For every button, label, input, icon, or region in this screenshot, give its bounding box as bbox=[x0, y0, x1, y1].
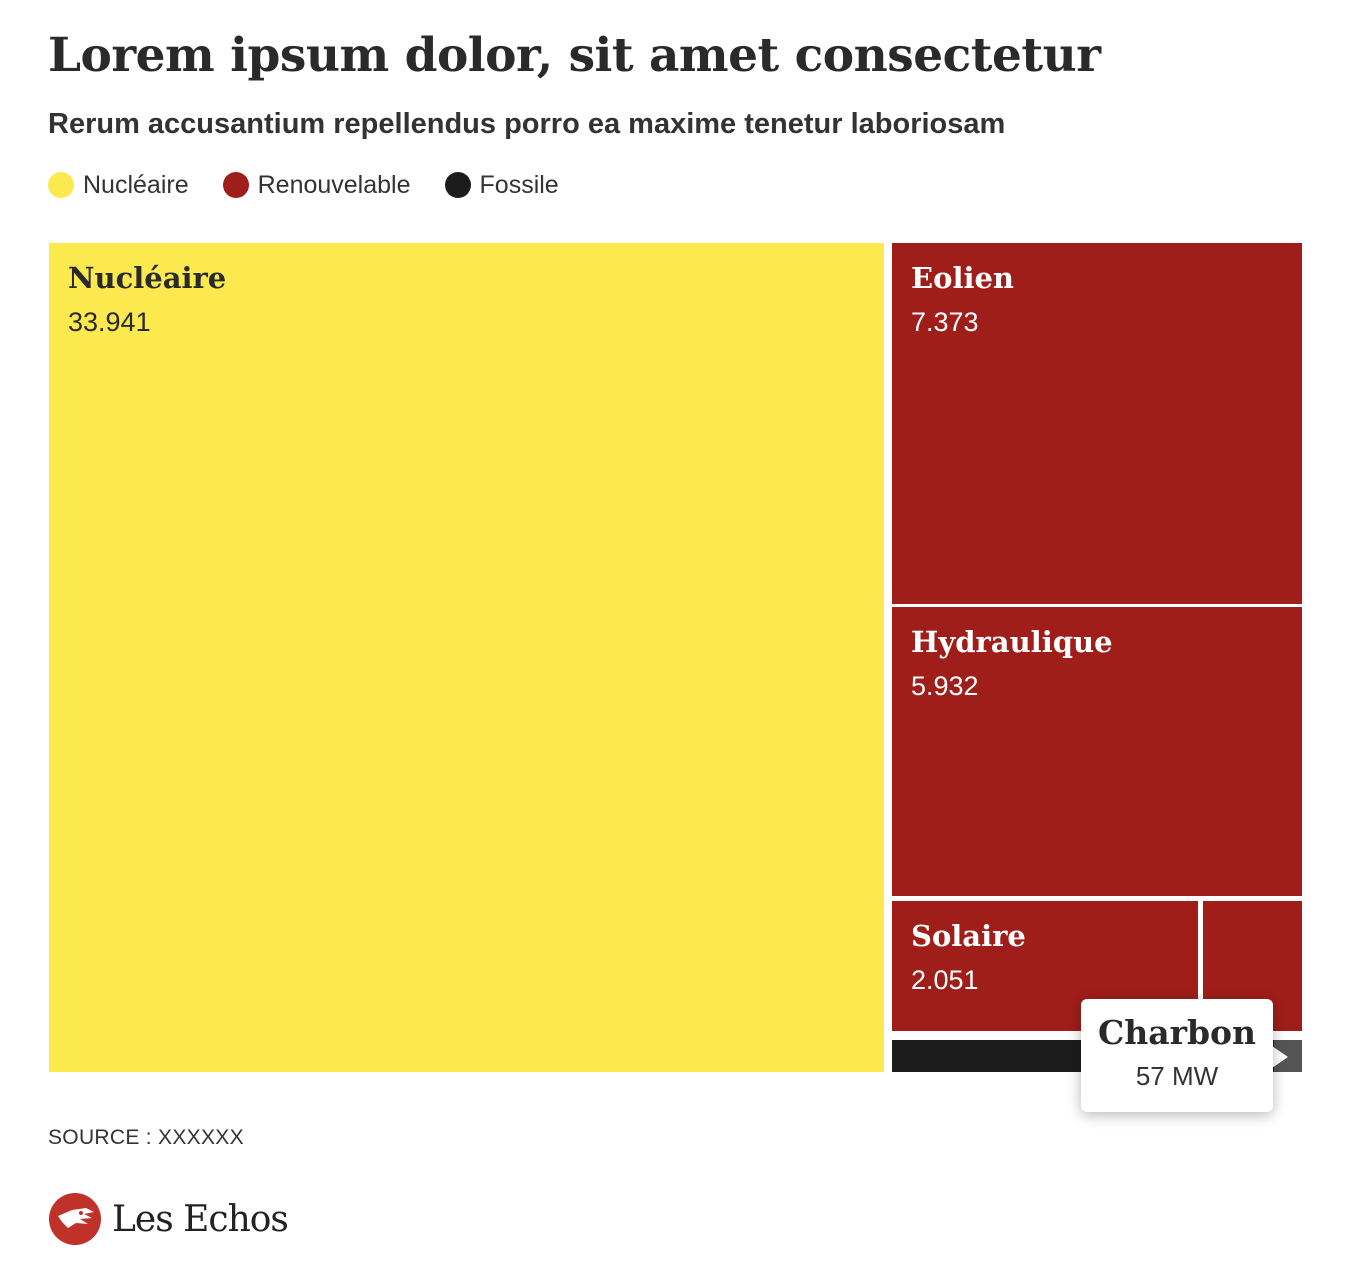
treemap-label-eolien: Eolien bbox=[911, 261, 1015, 295]
tooltip bbox=[1081, 999, 1273, 1112]
treemap-value-hydraulique: 5.932 bbox=[911, 671, 979, 701]
treemap-value-eolien: 7.373 bbox=[911, 307, 979, 337]
chart-title: Lorem ipsum dolor, sit amet consectetur bbox=[48, 28, 1101, 83]
logo-emblem-icon bbox=[48, 1192, 102, 1246]
tooltip-title: Charbon bbox=[1097, 1013, 1257, 1052]
chart-subtitle: Rerum accusantium repellendus porro ea maxime tenetur laboriosam bbox=[48, 108, 1006, 140]
treemap-cell-nucleaire[interactable] bbox=[49, 243, 884, 1072]
treemap-rect-eolien[interactable] bbox=[892, 243, 1302, 604]
logo-text: Les Echos bbox=[112, 1198, 288, 1240]
source-note: SOURCE : XXXXXX bbox=[48, 1126, 244, 1149]
legend-label-nucleaire: Nucléaire bbox=[83, 170, 189, 199]
treemap-cell-hydraulique[interactable] bbox=[892, 607, 1302, 896]
treemap-rect-nucleaire[interactable] bbox=[49, 243, 884, 1072]
tooltip-value: 57 MW bbox=[1135, 1061, 1219, 1091]
legend-label-fossile: Fossile bbox=[479, 170, 559, 199]
treemap-cell-eolien[interactable] bbox=[892, 243, 1302, 604]
treemap-label-nucleaire: Nucléaire bbox=[68, 261, 227, 295]
treemap-label-solaire: Solaire bbox=[911, 919, 1026, 953]
les-echos-logo[interactable] bbox=[48, 1192, 288, 1246]
treemap-label-hydraulique: Hydraulique bbox=[911, 625, 1113, 659]
legend-label-renouvelable: Renouvelable bbox=[257, 170, 411, 199]
treemap-value-nucleaire: 33.941 bbox=[68, 307, 151, 337]
treemap-value-solaire: 2.051 bbox=[911, 965, 979, 995]
